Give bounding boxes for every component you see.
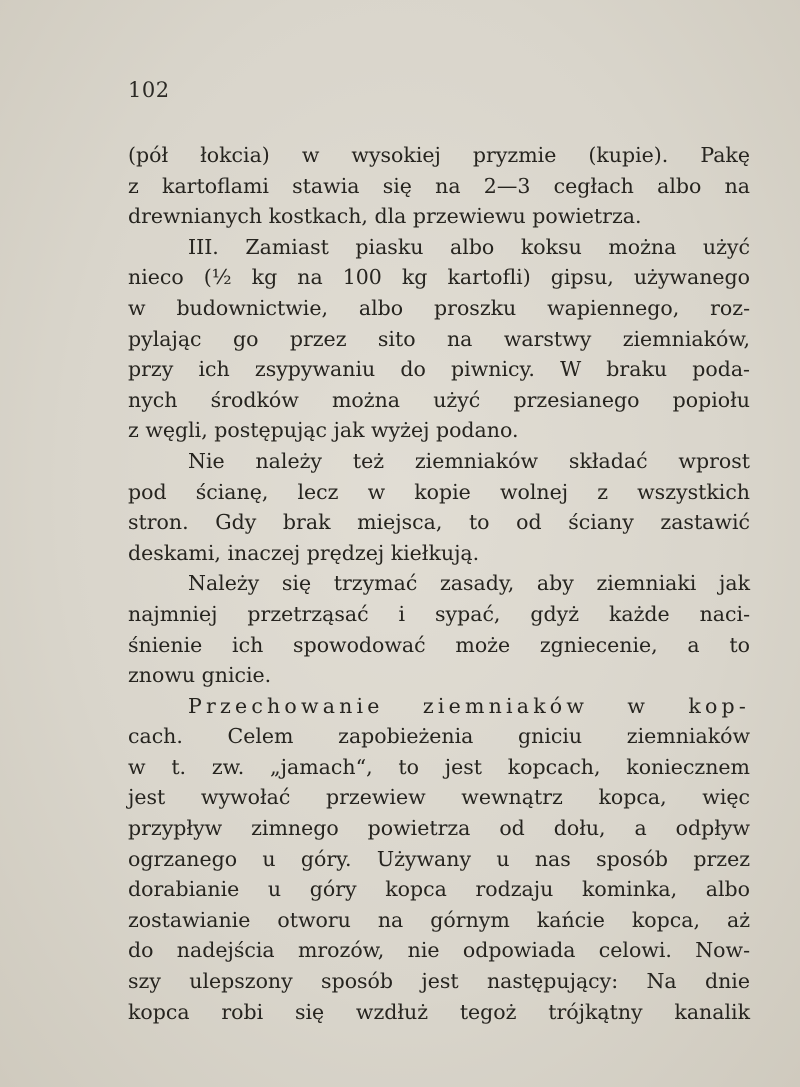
text-line: przypływ zimnego powietrza od dołu, a odpływ: [128, 816, 750, 841]
section-heading-line: Przechowanie ziemniaków w kop-: [188, 693, 750, 718]
text-line: znowu gnicie.: [128, 663, 272, 688]
text-line: Należy się trzymać zasady, aby ziemniaki jak: [188, 571, 750, 596]
text-line: ogrzanego u góry. Używany u nas sposób przez: [128, 846, 750, 871]
text-line: śnienie ich spowodować może zgniecenie, a to: [128, 632, 750, 657]
text-line: przy ich zsypywaniu do piwnicy. W braku poda-: [128, 357, 750, 382]
text-line: z węgli, postępując jak wyżej podano.: [128, 418, 519, 443]
text-line: w budownictwie, albo proszku wapiennego, roz-: [128, 295, 750, 320]
text-line: pod ścianę, lecz w kopie wolnej z wszystkich: [128, 479, 750, 504]
text-line: w t. zw. „jamach“, to jest kopcach, koniecznem: [128, 754, 750, 779]
text-line: jest wywołać przewiew wewnątrz kopca, więc: [128, 785, 750, 810]
text-line: cach. Celem zapobieżenia gniciu ziemniaków: [128, 724, 750, 749]
text-line: pylając go przez sito na warstwy ziemniaków,: [128, 326, 750, 351]
text-line: dorabianie u góry kopca rodzaju kominka, albo: [128, 877, 750, 902]
text-line: do nadejścia mrozów, nie odpowiada celowi. Now-: [128, 938, 750, 963]
text-line: nieco (½ kg na 100 kg kartofli) gipsu, używanego: [128, 265, 750, 290]
text-line: kopca robi się wzdłuż tegoż trójkątny kanalik: [128, 999, 750, 1024]
text-line: szy ulepszony sposób jest następujący: Na dnie: [128, 969, 750, 994]
page-text: [128, 140, 750, 1027]
text-line: Nie należy też ziemniaków składać wprost: [188, 448, 750, 473]
text-line: stron. Gdy brak miejsca, to od ściany zastawić: [128, 510, 750, 535]
text-line: drewnianych kostkach, dla przewiewu powietrza.: [128, 204, 642, 229]
text-line: deskami, inaczej prędzej kiełkują.: [128, 540, 480, 565]
text-line: zostawianie otworu na górnym kańcie kopca, aż: [128, 907, 750, 932]
text-line: (pół łokcia) w wysokiej pryzmie (kupie). Pakę: [128, 143, 750, 167]
text-line: z kartoflami stawia się na 2—3 cegłach albo na: [128, 173, 750, 198]
text-line: nych środków można użyć przesianego popiołu: [128, 387, 750, 412]
page-number: 102: [128, 78, 170, 102]
text-line: III. Zamiast piasku albo koksu można użyć: [188, 234, 750, 259]
text-line: najmniej przetrząsać i sypać, gdyż każde naci-: [128, 601, 750, 626]
